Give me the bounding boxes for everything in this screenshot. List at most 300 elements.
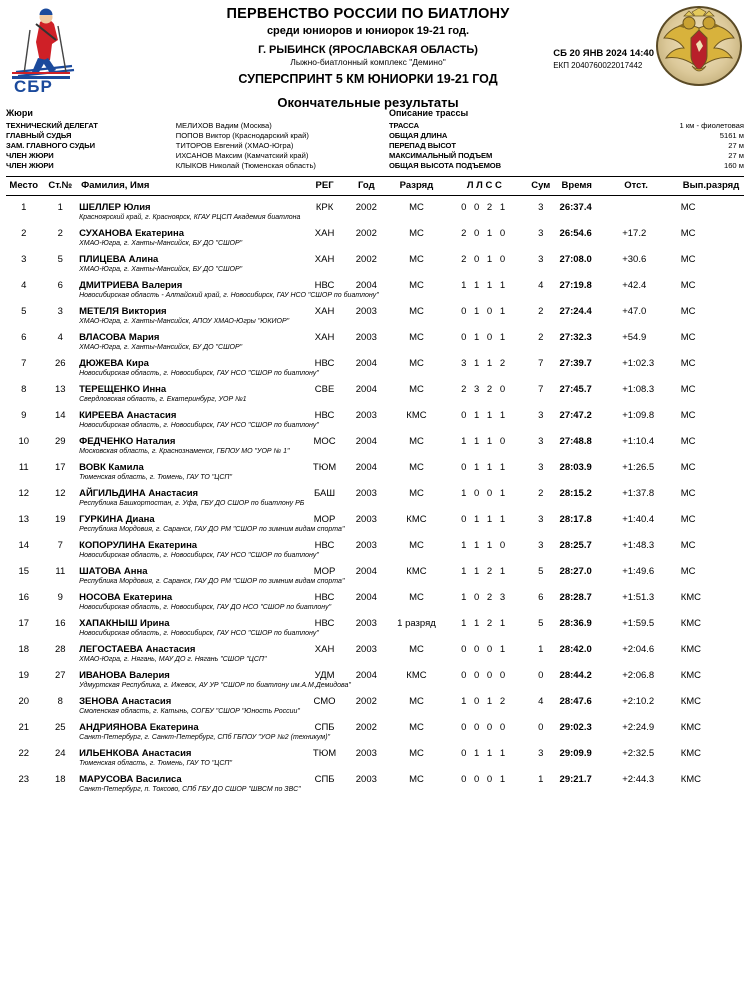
result-shooting: 0 1 1 1 [461, 514, 508, 525]
col-time: Время [560, 177, 623, 196]
result-rank: 1 разряд [397, 618, 436, 629]
event-venue: Лыжно-биатлонный комплекс "Демино" [290, 56, 446, 67]
result-bib: 11 [55, 566, 66, 577]
result-gap: +1:09.8 [622, 410, 655, 421]
table-row-club [6, 447, 744, 456]
table-row-club [6, 681, 744, 690]
result-region: ХАН [314, 228, 335, 239]
result-penalty-sum: 7 [538, 384, 544, 395]
result-rank: КМС [406, 514, 427, 525]
results-table [6, 177, 744, 794]
result-penalty-sum: 0 [538, 670, 544, 681]
result-club: ХМАО-Югра, г. Ханты-Мансийск, БУ ДО "СШОР" [79, 266, 243, 273]
table-row [6, 586, 744, 603]
result-birth-year: 2004 [355, 592, 377, 603]
result-birth-year: 2002 [355, 722, 377, 733]
result-place: 9 [21, 410, 27, 421]
result-shooting: 0 1 0 1 [461, 306, 508, 317]
document-header [6, 4, 744, 110]
table-row-club [6, 551, 744, 560]
result-rank: МС [409, 488, 424, 499]
course-value: 27 м [728, 140, 744, 150]
result-athlete-name: ЛЕГОСТАЕВА Анастасия [79, 644, 196, 655]
result-shooting: 0 0 0 0 [461, 722, 508, 733]
club-spacer [6, 317, 79, 326]
table-row-club [6, 239, 744, 248]
result-gap: +1:08.3 [622, 384, 655, 395]
result-athlete-name: ЗЕНОВА Анастасия [79, 696, 172, 707]
result-rank: МС [409, 462, 424, 473]
result-gap: +1:49.6 [622, 566, 655, 577]
result-time: 29:09.9 [559, 748, 592, 759]
result-rank: МС [409, 696, 424, 707]
result-athlete-name: ДЮЖЕВА Кира [79, 358, 149, 369]
result-time: 28:47.6 [559, 696, 592, 707]
result-birth-year: 2003 [355, 514, 377, 525]
jury-row [6, 120, 375, 130]
result-gap: +2:10.2 [622, 696, 655, 707]
jury-person: ТИТОРОВ Евгений (ХМАО-Югра) [175, 140, 294, 150]
result-region: ХАН [314, 644, 335, 655]
table-row [6, 690, 744, 707]
result-award-rank: МС [680, 254, 696, 265]
result-penalty-sum: 3 [538, 410, 544, 421]
col-shooting: Л Л С С [447, 177, 522, 196]
result-time: 27:08.0 [559, 254, 592, 265]
result-gap: +1:26.5 [622, 462, 655, 473]
club-spacer [6, 681, 79, 690]
result-shooting: 2 0 1 0 [461, 254, 508, 265]
result-region: ХАН [314, 254, 335, 265]
result-penalty-sum: 7 [538, 358, 544, 369]
table-row [6, 274, 744, 291]
result-award-rank: МС [680, 540, 696, 551]
event-city: Г. РЫБИНСК (ЯРОСЛАВСКАЯ ОБЛАСТЬ) [258, 43, 478, 56]
result-time: 27:32.3 [559, 332, 592, 343]
table-row [6, 378, 744, 395]
result-time: 28:27.0 [559, 566, 592, 577]
result-club: ХМАО-Югра, г. Ханты-Мансийск, БУ ДО "СШОР" [79, 344, 243, 351]
table-row [6, 534, 744, 551]
result-place: 13 [18, 514, 30, 525]
result-time: 27:39.7 [559, 358, 592, 369]
result-shooting: 0 0 0 1 [461, 774, 508, 785]
result-award-rank: МС [680, 410, 696, 421]
table-row-club [6, 655, 744, 664]
result-birth-year: 2002 [355, 228, 377, 239]
result-shooting: 1 1 1 0 [461, 436, 508, 447]
result-rank: МС [409, 540, 424, 551]
table-row [6, 430, 744, 447]
result-award-rank: МС [680, 358, 696, 369]
result-athlete-name: ВОВК Камила [79, 462, 144, 473]
table-row-club [6, 317, 744, 326]
table-row-club [6, 577, 744, 586]
result-region: СПБ [314, 774, 335, 785]
result-gap: +2:04.6 [622, 644, 655, 655]
result-club: Смоленская область, г. Катынь, СОГБУ "СШОР "Юность России" [79, 708, 300, 715]
result-rank: МС [409, 332, 424, 343]
course-key: ОБЩАЯ ДЛИНА [389, 130, 448, 140]
result-gap: +2:32.5 [622, 748, 655, 759]
table-row-club [6, 265, 744, 274]
club-spacer [6, 785, 79, 794]
club-spacer [6, 525, 79, 534]
table-row-club [6, 525, 744, 534]
sbr-logo-text: СБР [14, 77, 53, 96]
result-award-rank: КМС [680, 644, 702, 655]
result-penalty-sum: 1 [538, 644, 544, 655]
course-row [389, 120, 744, 130]
result-rank: МС [409, 228, 424, 239]
jury-person: МЕЛИХОВ Вадим (Москва) [175, 120, 272, 130]
table-row [6, 612, 744, 629]
result-club: ХМАО-Югра, г. Ханты-Мансийск, БУ ДО "СШОР" [79, 240, 243, 247]
result-region: КРК [315, 202, 334, 213]
result-club: Республика Мордовия, г. Саранск, ГАУ ДО РМ "СШОР по зимним видам спорта" [79, 578, 345, 585]
info-section [6, 108, 744, 170]
course-value: 5161 м [719, 130, 744, 140]
result-bib: 13 [55, 384, 66, 395]
result-birth-year: 2004 [355, 280, 377, 291]
col-sum: Сум [522, 177, 560, 196]
result-rank: МС [409, 254, 424, 265]
result-penalty-sum: 3 [538, 540, 544, 551]
result-shooting: 1 0 1 2 [461, 696, 508, 707]
results-table-body [6, 196, 744, 795]
result-penalty-sum: 3 [538, 202, 544, 213]
result-bib: 2 [57, 228, 63, 239]
result-shooting: 1 1 1 1 [461, 280, 508, 291]
result-shooting: 1 0 0 1 [461, 488, 508, 499]
result-penalty-sum: 4 [538, 696, 544, 707]
results-status: Окончательные результаты [277, 94, 459, 110]
result-athlete-name: МАРУСОВА Василиса [79, 774, 182, 785]
result-penalty-sum: 3 [538, 254, 544, 265]
result-region: МОР [313, 566, 336, 577]
result-birth-year: 2003 [355, 488, 377, 499]
result-penalty-sum: 1 [538, 774, 544, 785]
result-bib: 19 [55, 514, 66, 525]
result-penalty-sum: 2 [538, 306, 544, 317]
table-row-club [6, 213, 744, 222]
result-place: 5 [21, 306, 27, 317]
result-time: 27:45.7 [559, 384, 592, 395]
result-birth-year: 2004 [355, 384, 377, 395]
result-award-rank: КМС [680, 618, 702, 629]
result-award-rank: МС [680, 488, 696, 499]
result-shooting: 0 1 1 1 [461, 748, 508, 759]
result-award-rank: МС [680, 280, 696, 291]
result-rank: МС [409, 280, 424, 291]
table-row [6, 326, 744, 343]
col-name: Фамилия, Имя [79, 177, 303, 196]
result-award-rank: МС [680, 306, 696, 317]
result-award-rank: МС [680, 514, 696, 525]
course-value: 160 м [723, 160, 744, 170]
jury-row [6, 130, 375, 140]
col-region: РЕГ [303, 177, 347, 196]
result-athlete-name: АНДРИЯНОВА Екатерина [79, 722, 199, 733]
result-gap: +1:51.3 [622, 592, 655, 603]
result-penalty-sum: 3 [538, 228, 544, 239]
result-rank: КМС [406, 670, 427, 681]
result-bib: 26 [55, 358, 66, 369]
result-shooting: 1 0 2 3 [461, 592, 508, 603]
result-time: 27:19.8 [559, 280, 592, 291]
result-shooting: 0 1 1 1 [461, 410, 508, 421]
course-row [389, 130, 744, 140]
table-row [6, 638, 744, 655]
result-club: Новосибирская область - Алтайский край, г. Новосибирск, ГАУ НСО "СШОР по биатлону" [79, 292, 379, 299]
result-gap: +1:59.5 [622, 618, 655, 629]
result-gap: +1:37.8 [622, 488, 655, 499]
table-row-club [6, 291, 744, 300]
result-club: Республика Башкортостан, г. Уфа, ГБУ ДО СШОР по биатлону РБ [79, 500, 305, 507]
result-bib: 12 [55, 488, 66, 499]
result-bib: 7 [57, 540, 63, 551]
result-club: Тюменская область, г. Тюмень, ГАУ ТО "ЦСП" [79, 474, 232, 481]
result-athlete-name: ФЕДЧЕНКО Наталия [79, 436, 176, 447]
result-time: 29:02.3 [559, 722, 592, 733]
club-spacer [6, 239, 79, 248]
result-time: 26:37.4 [559, 202, 592, 213]
club-spacer [6, 629, 79, 638]
result-shooting: 1 1 2 1 [461, 566, 508, 577]
result-shooting: 2 3 2 0 [461, 384, 508, 395]
result-shooting: 3 1 1 2 [461, 358, 508, 369]
result-bib: 27 [55, 670, 66, 681]
table-row-club [6, 629, 744, 638]
club-spacer [6, 577, 79, 586]
table-row [6, 352, 744, 369]
result-region: СПБ [314, 722, 335, 733]
course-key: МАКСИМАЛЬНЫЙ ПОДЪЕМ [389, 150, 493, 160]
result-penalty-sum: 2 [538, 488, 544, 499]
result-region: ТЮМ [312, 748, 337, 759]
course-heading: Описание трассы [389, 108, 469, 118]
result-athlete-name: АЙГИЛЬДИНА Анастасия [79, 488, 199, 499]
result-time: 28:03.9 [559, 462, 592, 473]
result-rank: МС [409, 202, 424, 213]
club-spacer [6, 265, 79, 274]
result-place: 12 [18, 488, 30, 499]
result-gap: +1:40.4 [622, 514, 655, 525]
result-rank: МС [409, 748, 424, 759]
result-athlete-name: ИЛЬЕНКОВА Анастасия [79, 748, 192, 759]
col-rank: Разряд [386, 177, 447, 196]
result-place: 8 [21, 384, 27, 395]
jury-person: КЛЫКОВ Николай (Тюменская область) [175, 160, 316, 170]
double-headed-eagle-icon [656, 6, 742, 86]
result-rank: МС [409, 306, 424, 317]
result-time: 28:25.7 [559, 540, 592, 551]
result-gap: +2:44.3 [622, 774, 655, 785]
result-region: НВС [314, 618, 335, 629]
result-rank: МС [409, 384, 424, 395]
result-place: 21 [18, 722, 30, 733]
result-club: ХМАО-Югра, г. Нягань, МАУ ДО г. Нягань "СШОР "ЦСП" [79, 656, 267, 663]
course-key: ТРАССА [389, 120, 419, 130]
jury-row [6, 150, 375, 160]
result-birth-year: 2004 [355, 670, 377, 681]
result-award-rank: КМС [680, 592, 702, 603]
result-club: Московская область, г. Краснознаменск, ГБПОУ МО "УОР № 1" [79, 448, 290, 455]
club-spacer [6, 421, 79, 430]
race-title: СУПЕРСПРИНТ 5 КМ ЮНИОРКИ 19-21 ГОД [238, 71, 498, 86]
event-ekp-code: ЕКП 2040760022017442 [553, 60, 643, 70]
results-table-head [6, 177, 744, 196]
result-shooting: 0 0 2 1 [461, 202, 508, 213]
result-athlete-name: СУХАНОВА Екатерина [79, 228, 185, 239]
course-value: 1 км - фиолетовая [679, 120, 744, 130]
result-birth-year: 2002 [355, 202, 377, 213]
jury-heading: Жюри [6, 108, 33, 118]
result-bib: 17 [55, 462, 66, 473]
result-region: НВС [314, 358, 335, 369]
result-place: 15 [18, 566, 30, 577]
result-shooting: 1 1 2 1 [461, 618, 508, 629]
result-club: Новосибирская область, г. Новосибирск, ГАУ НСО "СШОР по биатлону" [79, 552, 319, 559]
result-time: 29:21.7 [559, 774, 592, 785]
result-bib: 18 [55, 774, 66, 785]
result-birth-year: 2002 [355, 254, 377, 265]
club-spacer [6, 447, 79, 456]
club-spacer [6, 551, 79, 560]
result-club: ХМАО-Югра, г. Ханты-Мансийск, АПОУ ХМАО-Югры "ЮКИОР" [79, 318, 290, 325]
table-row [6, 664, 744, 681]
federation-emblem [652, 4, 744, 100]
result-shooting: 0 0 0 1 [461, 644, 508, 655]
jury-person: ИХСАНОВ Максим (Камчатский край) [175, 150, 309, 160]
result-shooting: 2 0 1 0 [461, 228, 508, 239]
result-bib: 16 [55, 618, 66, 629]
course-value: 27 м [728, 150, 744, 160]
col-place: Место [6, 177, 42, 196]
result-athlete-name: ГУРКИНА Диана [79, 514, 155, 525]
table-row-club [6, 369, 744, 378]
result-place: 17 [18, 618, 30, 629]
result-birth-year: 2003 [355, 748, 377, 759]
biathlete-illustration [10, 4, 80, 80]
result-penalty-sum: 3 [538, 436, 544, 447]
result-birth-year: 2003 [355, 410, 377, 421]
result-athlete-name: ПЛИЦЕВА Алина [79, 254, 159, 265]
result-birth-year: 2002 [355, 696, 377, 707]
result-penalty-sum: 3 [538, 462, 544, 473]
event-datetime: СБ 20 ЯНВ 2024 14:40 [553, 48, 654, 59]
course-block [375, 108, 744, 170]
result-time: 27:47.2 [559, 410, 592, 421]
result-rank: КМС [406, 566, 427, 577]
club-spacer [6, 369, 79, 378]
result-birth-year: 2003 [355, 540, 377, 551]
result-rank: МС [409, 774, 424, 785]
result-athlete-name: МЕТЕЛЯ Виктория [79, 306, 167, 317]
table-row-club [6, 421, 744, 430]
jury-role: ЗАМ. ГЛАВНОГО СУДЬИ [6, 140, 95, 150]
result-region: НВС [314, 410, 335, 421]
result-athlete-name: НОСОВА Екатерина [79, 592, 173, 603]
result-gap: +1:10.4 [622, 436, 655, 447]
result-rank: КМС [406, 410, 427, 421]
result-place: 2 [21, 228, 27, 239]
result-bib: 6 [57, 280, 63, 291]
result-rank: МС [409, 722, 424, 733]
result-time: 28:17.8 [559, 514, 592, 525]
col-gap: Отст. [622, 177, 680, 196]
result-club: Санкт-Петербург, г. Санкт-Петербург, СПб ГБПОУ "УОР №2 (техникум)" [79, 734, 331, 741]
result-bib: 14 [55, 410, 66, 421]
result-penalty-sum: 4 [538, 280, 544, 291]
result-athlete-name: ИВАНОВА Валерия [79, 670, 170, 681]
result-award-rank: МС [680, 332, 696, 343]
result-time: 27:24.4 [559, 306, 592, 317]
table-row [6, 716, 744, 733]
result-time: 28:44.2 [559, 670, 592, 681]
result-penalty-sum: 3 [538, 748, 544, 759]
club-spacer [6, 733, 79, 742]
result-shooting: 1 1 1 0 [461, 540, 508, 551]
result-shooting: 0 1 0 1 [461, 332, 508, 343]
result-region: СВЕ [314, 384, 335, 395]
table-row-club [6, 785, 744, 794]
result-bib: 1 [57, 202, 63, 213]
result-place: 19 [18, 670, 30, 681]
result-birth-year: 2003 [355, 644, 377, 655]
table-row [6, 222, 744, 239]
result-gap: +1:02.3 [622, 358, 655, 369]
result-birth-year: 2004 [355, 462, 377, 473]
result-penalty-sum: 5 [538, 618, 544, 629]
result-time: 28:15.2 [559, 488, 592, 499]
result-gap: +2:24.9 [622, 722, 655, 733]
table-row [6, 768, 744, 785]
result-gap: +54.9 [622, 332, 647, 343]
result-club: Красноярский край, г. Красноярск, КГАУ РЦСП Академия биатлона [79, 214, 301, 221]
result-athlete-name: ШАТОВА Анна [79, 566, 148, 577]
result-bib: 29 [55, 436, 66, 447]
event-title: ПЕРВЕНСТВО РОССИИ ПО БИАТЛОНУ [226, 6, 510, 22]
result-athlete-name: ТЕРЕЩЕНКО Инна [79, 384, 167, 395]
result-club: Новосибирская область, г. Новосибирск, ГАУ ДО НСО "СШОР по биатлону" [79, 604, 332, 611]
club-spacer [6, 707, 79, 716]
result-region: НВС [314, 592, 335, 603]
result-award-rank: МС [680, 436, 696, 447]
table-row [6, 248, 744, 265]
result-gap [622, 196, 680, 214]
result-birth-year: 2004 [355, 358, 377, 369]
result-region: НВС [314, 280, 335, 291]
jury-row [6, 140, 375, 150]
result-penalty-sum: 3 [538, 514, 544, 525]
result-birth-year: 2003 [355, 618, 377, 629]
table-row [6, 300, 744, 317]
result-birth-year: 2004 [355, 566, 377, 577]
jury-person: ПОПОВ Виктор (Краснодарский край) [175, 130, 309, 140]
result-award-rank: МС [680, 202, 696, 213]
result-athlete-name: ХАПАКНЫШ Ирина [79, 618, 170, 629]
course-key: ПЕРЕПАД ВЫСОТ [389, 140, 456, 150]
result-time: 26:54.6 [559, 228, 592, 239]
result-award-rank: КМС [680, 774, 702, 785]
result-athlete-name: ВЛАСОВА Мария [79, 332, 160, 343]
table-row [6, 508, 744, 525]
result-region: НВС [314, 540, 335, 551]
result-club: Новосибирская область, г. Новосибирск, ГАУ НСО "СШОР по биатлону" [79, 630, 319, 637]
result-athlete-name: КОПОРУЛИНА Екатерина [79, 540, 198, 551]
course-table [389, 120, 744, 170]
